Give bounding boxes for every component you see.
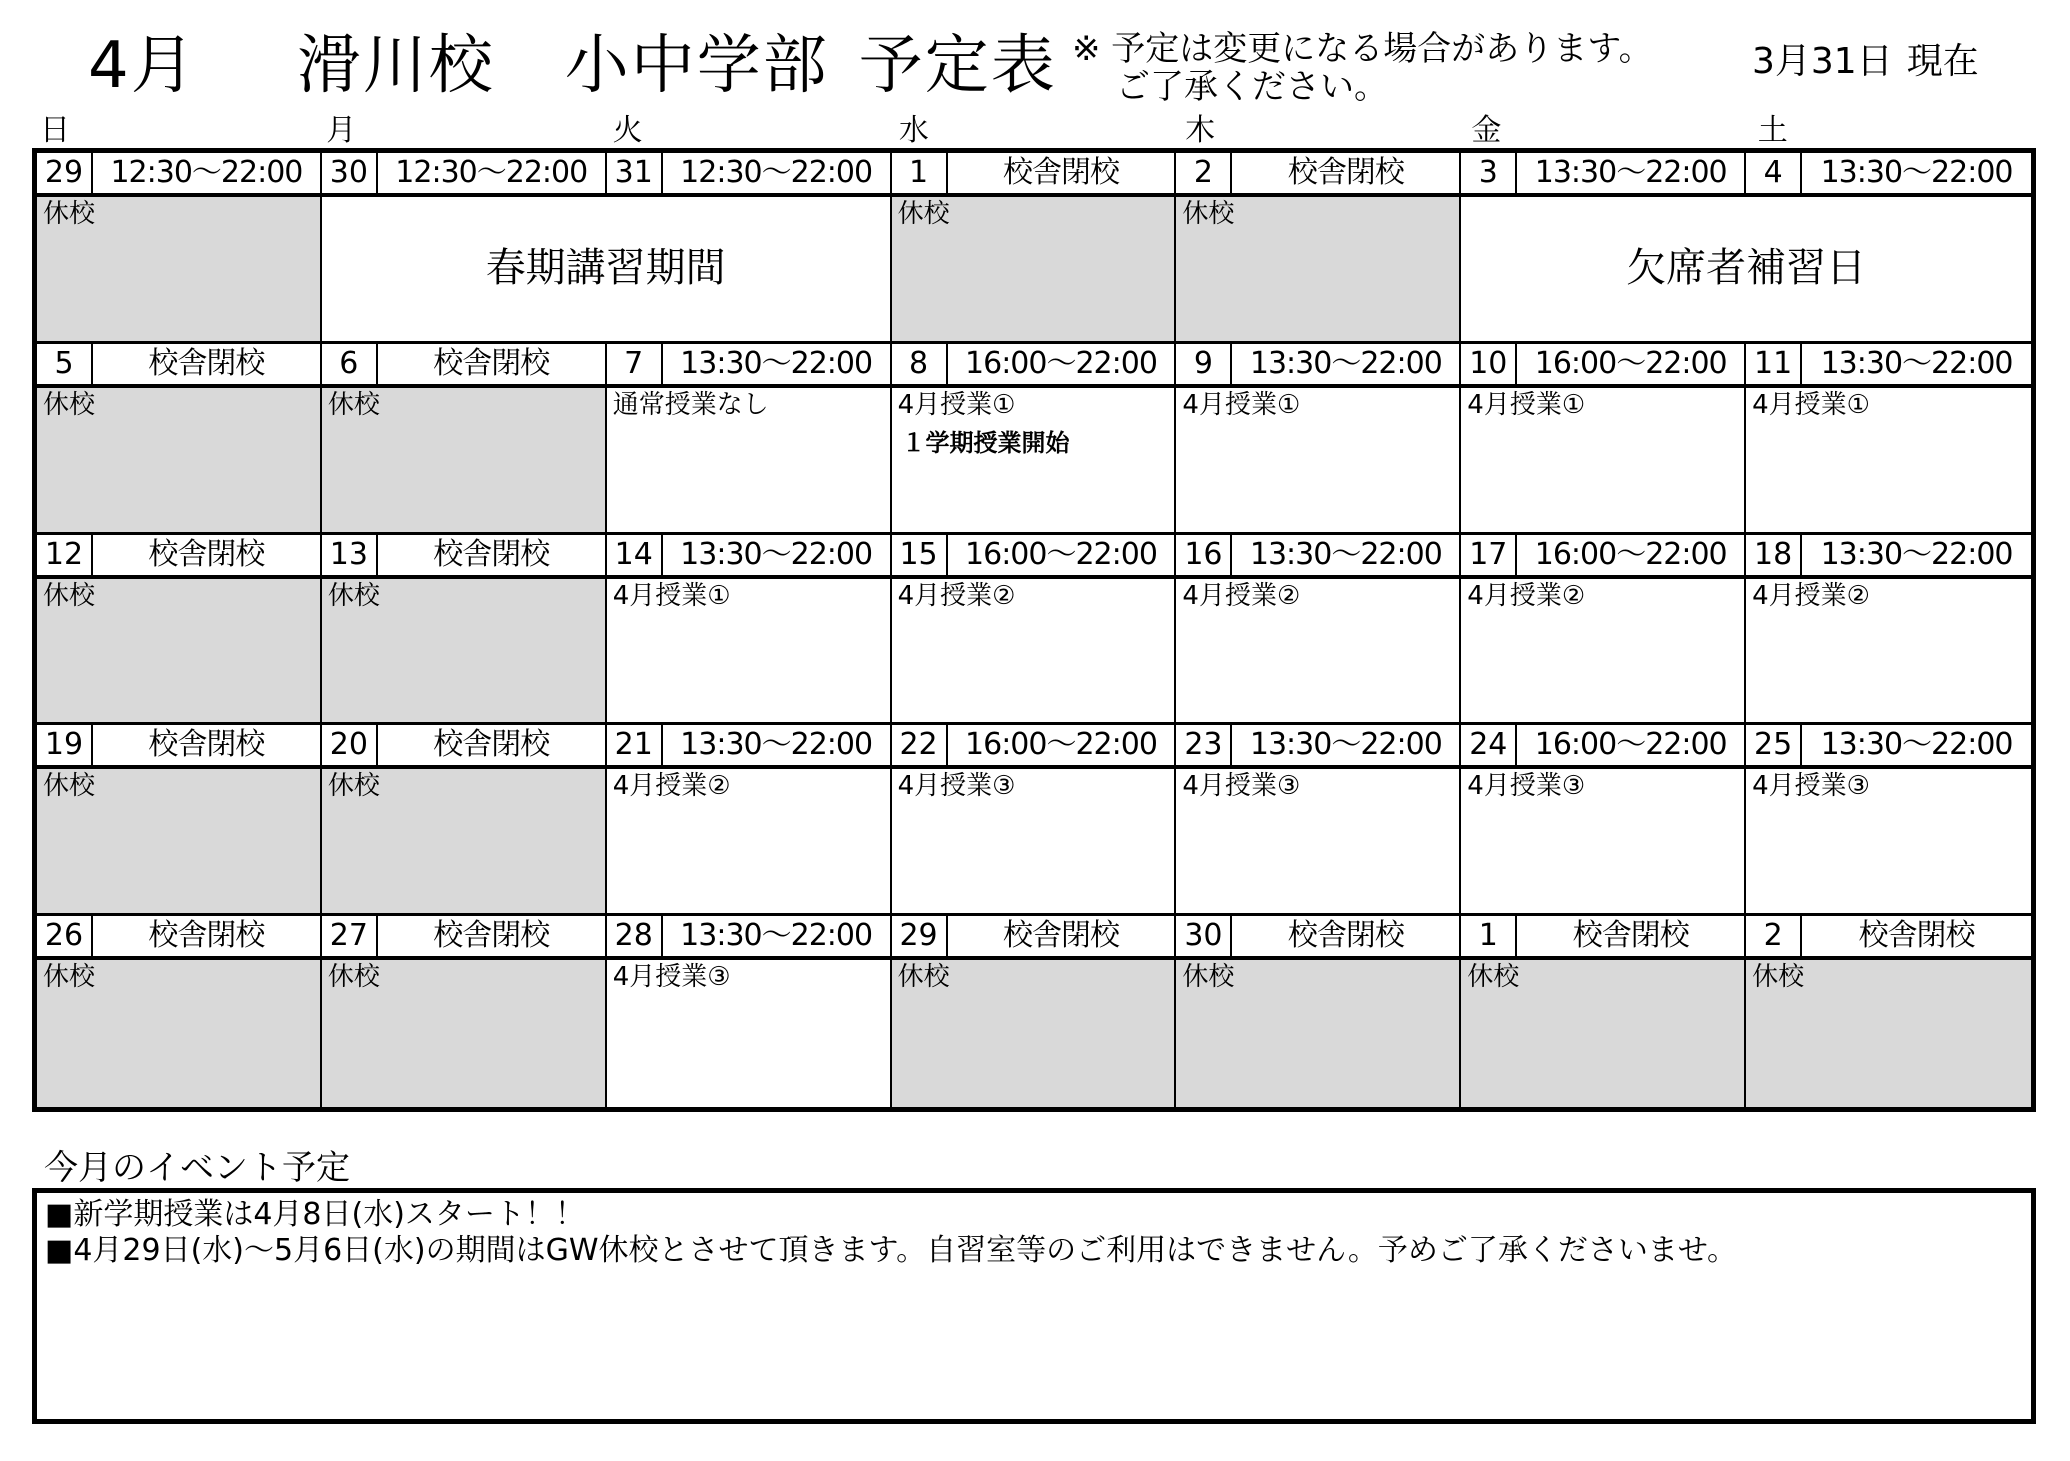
opening-hours: 校舎閉校 xyxy=(433,536,550,572)
day-header xyxy=(1461,344,1744,388)
day-body xyxy=(1746,388,2031,532)
calendar-day-cell xyxy=(1461,916,1746,1107)
calendar-day-cell xyxy=(1746,535,2031,726)
day-header xyxy=(1176,916,1459,960)
day-note: 休校 xyxy=(43,389,96,420)
opening-hours: 校舎閉校 xyxy=(1287,918,1404,954)
opening-hours: 12:30～22:00 xyxy=(680,155,873,190)
opening-hours: 13:30～22:00 xyxy=(1249,345,1442,381)
calendar-day-cell xyxy=(1176,916,1461,1107)
opening-hours: 16:00～22:00 xyxy=(1534,345,1727,381)
calendar-day-cell xyxy=(1176,344,1461,535)
day-body xyxy=(607,388,890,532)
opening-hours: 16:00～22:00 xyxy=(965,345,1157,381)
day-note: 4月授業① xyxy=(897,389,1016,420)
calendar-day-cell xyxy=(322,535,607,726)
day-body xyxy=(1176,579,1459,723)
calendar-day-cell xyxy=(1461,535,1746,726)
day-header xyxy=(607,916,890,960)
title-month: 4月 xyxy=(88,29,197,103)
day-body xyxy=(607,960,890,1107)
calendar-day-cell xyxy=(37,535,322,726)
day-note: 通常授業なし xyxy=(612,389,769,420)
day-note: 4月授業③ xyxy=(1467,771,1586,802)
day-body xyxy=(1176,388,1459,532)
title-dept: 小中学部 xyxy=(564,29,829,103)
day-number: 31 xyxy=(607,153,663,193)
day-note: 4月授業② xyxy=(1182,580,1301,611)
day-header xyxy=(1746,725,2031,769)
day-number: 15 xyxy=(892,535,948,575)
calendar-day-cell xyxy=(322,725,607,916)
day-of-week-label: 日 xyxy=(40,113,70,148)
day-number: 18 xyxy=(1746,535,1802,575)
day-body xyxy=(37,579,320,723)
opening-hours: 13:30～22:00 xyxy=(680,536,873,572)
day-body xyxy=(892,579,1175,723)
day-body xyxy=(1746,769,2031,913)
opening-hours: 13:30～22:00 xyxy=(1820,727,2013,763)
opening-hours: 12:30～22:00 xyxy=(395,155,588,190)
opening-hours: 13:30～22:00 xyxy=(680,345,873,381)
day-of-week-label: 木 xyxy=(1185,113,1216,148)
day-header xyxy=(1746,916,2031,960)
day-body xyxy=(1461,769,1744,913)
day-number: 4 xyxy=(1746,153,1802,193)
day-body xyxy=(892,769,1175,913)
day-header xyxy=(607,344,890,388)
title-school: 滑川校 xyxy=(296,29,495,103)
event-item: ■新学期授業は4月8日(水)スタート！！ xyxy=(45,1197,585,1232)
day-header xyxy=(322,153,605,197)
change-notice xyxy=(1072,30,1653,106)
day-number: 22 xyxy=(892,725,948,765)
calendar-day-cell xyxy=(1176,153,1461,344)
calendar-day-cell xyxy=(322,916,607,1107)
day-body xyxy=(1746,579,2031,723)
calendar-day-cell xyxy=(37,153,322,344)
day-header xyxy=(892,916,1175,960)
day-header xyxy=(322,344,605,388)
day-header xyxy=(1176,344,1459,388)
opening-hours: 校舎閉校 xyxy=(148,918,265,954)
day-header xyxy=(1461,725,1744,769)
day-number: 25 xyxy=(1746,725,1802,765)
day-number: 21 xyxy=(607,725,663,765)
day-number: 1 xyxy=(1461,916,1517,956)
day-number: 2 xyxy=(1746,916,1802,956)
day-header xyxy=(1176,725,1459,769)
opening-hours: 16:00～22:00 xyxy=(1534,727,1727,763)
day-note: 4月授業① xyxy=(1467,389,1586,420)
day-number: 3 xyxy=(1461,153,1517,193)
day-body xyxy=(892,960,1175,1107)
day-note: 休校 xyxy=(897,962,950,993)
calendar-day-cell xyxy=(1746,344,2031,535)
day-number: 30 xyxy=(322,153,378,193)
day-note: 4月授業② xyxy=(1752,580,1870,611)
opening-hours: 校舎閉校 xyxy=(1858,918,1975,954)
day-note: 4月授業① xyxy=(1752,389,1870,420)
day-body xyxy=(1461,960,1744,1107)
day-number: 29 xyxy=(37,153,93,193)
opening-hours: 校舎閉校 xyxy=(1002,155,1119,190)
day-header xyxy=(37,725,320,769)
day-number: 30 xyxy=(1176,916,1232,956)
opening-hours: 13:30～22:00 xyxy=(1249,536,1442,572)
day-header xyxy=(607,153,890,197)
day-number: 24 xyxy=(1461,725,1517,765)
day-header xyxy=(607,725,890,769)
day-body xyxy=(322,769,605,913)
day-body xyxy=(607,769,890,913)
day-note: 休校 xyxy=(43,771,96,802)
day-note: 4月授業② xyxy=(612,771,731,802)
calendar-day-cell xyxy=(607,725,892,916)
opening-hours: 校舎閉校 xyxy=(433,345,550,381)
day-note: 4月授業③ xyxy=(612,962,731,993)
day-number: 10 xyxy=(1461,344,1517,384)
as-of-date xyxy=(1752,40,1979,84)
calendar-day-cell xyxy=(1746,916,2031,1107)
day-note: 休校 xyxy=(327,771,380,802)
day-body xyxy=(892,388,1175,532)
day-note: 4月授業② xyxy=(897,580,1016,611)
calendar-day-cell xyxy=(1461,344,1746,535)
day-note: 休校 xyxy=(43,962,96,993)
day-body xyxy=(1746,960,2031,1107)
calendar-day-cell xyxy=(607,535,892,726)
day-number: 23 xyxy=(1176,725,1232,765)
opening-hours: 12:30～22:00 xyxy=(110,155,303,190)
day-number: 12 xyxy=(37,535,93,575)
calendar-day-cell xyxy=(892,344,1177,535)
day-header xyxy=(892,153,1175,197)
day-header xyxy=(322,725,605,769)
opening-hours: 校舎閉校 xyxy=(148,727,265,763)
day-note: 休校 xyxy=(327,389,380,420)
day-header xyxy=(1176,535,1459,579)
day-of-week-label: 火 xyxy=(612,113,643,148)
day-body xyxy=(37,769,320,913)
day-note: 休校 xyxy=(43,199,96,229)
calendar-day-cell xyxy=(892,916,1177,1107)
opening-hours: 校舎閉校 xyxy=(1572,918,1689,954)
day-body xyxy=(37,960,320,1107)
day-number: 7 xyxy=(607,344,663,384)
day-note: 休校 xyxy=(897,199,950,229)
day-note-bold: １学期授業開始 xyxy=(901,428,1070,457)
calendar-day-cell xyxy=(37,725,322,916)
day-note: 休校 xyxy=(1182,962,1235,993)
opening-hours: 13:30～22:00 xyxy=(1820,536,2013,572)
day-of-week-label: 月 xyxy=(326,113,357,148)
events-title: 今月のイベント予定 xyxy=(44,1148,350,1188)
day-header xyxy=(1461,916,1744,960)
calendar-day-cell xyxy=(607,344,892,535)
day-header xyxy=(37,916,320,960)
as-of-date-value: 3月31日 xyxy=(1752,41,1893,82)
day-header xyxy=(1746,344,2031,388)
calendar-day-cell xyxy=(322,344,607,535)
day-number: 6 xyxy=(322,344,378,384)
day-header xyxy=(1746,153,2031,197)
day-body xyxy=(37,197,320,341)
day-body xyxy=(1176,960,1459,1107)
day-number: 13 xyxy=(322,535,378,575)
day-note: 4月授業① xyxy=(612,580,731,611)
day-of-week-label: 金 xyxy=(1471,113,1502,148)
change-notice-line2: ご了承ください。 xyxy=(1116,67,1388,107)
calendar-day-cell xyxy=(607,916,892,1107)
day-note: 4月授業③ xyxy=(1182,771,1301,802)
opening-hours: 校舎閉校 xyxy=(433,918,550,954)
day-header xyxy=(892,344,1175,388)
day-number: 20 xyxy=(322,725,378,765)
day-header xyxy=(37,153,320,197)
day-number: 27 xyxy=(322,916,378,956)
day-number: 26 xyxy=(37,916,93,956)
calendar-day-cell xyxy=(37,916,322,1107)
page-title xyxy=(88,26,1057,106)
day-number: 9 xyxy=(1176,344,1232,384)
calendar-day-cell xyxy=(892,153,1177,344)
opening-hours: 13:30～22:00 xyxy=(680,727,873,763)
event-item: ■4月29日(水)～5月6日(水)の期間はGW休校とさせて頂きます。自習室等のご利用はできません。予めご了承くださいませ。 xyxy=(45,1233,1738,1268)
makeup-day-label: 欠席者補習日 xyxy=(1461,197,2031,341)
opening-hours: 13:30～22:00 xyxy=(1249,727,1442,763)
opening-hours: 13:30～22:00 xyxy=(1820,155,2013,190)
opening-hours: 13:30～22:00 xyxy=(680,918,873,954)
day-header xyxy=(37,535,320,579)
day-note: 休校 xyxy=(43,580,96,611)
opening-hours: 校舎閉校 xyxy=(1287,155,1404,190)
day-body xyxy=(1176,769,1459,913)
day-header xyxy=(1746,535,2031,579)
day-header xyxy=(892,535,1175,579)
events-box xyxy=(32,1188,2036,1424)
opening-hours: 校舎閉校 xyxy=(148,345,265,381)
day-of-week-label: 水 xyxy=(898,113,929,148)
day-number: 19 xyxy=(37,725,93,765)
opening-hours: 校舎閉校 xyxy=(148,536,265,572)
day-header xyxy=(322,535,605,579)
calendar-day-cell xyxy=(1176,725,1461,916)
day-header xyxy=(322,916,605,960)
opening-hours: 13:30～22:00 xyxy=(1534,155,1727,190)
day-of-week-row xyxy=(32,113,2036,148)
as-of-label: 現在 xyxy=(1906,41,1979,82)
calendar-day-cell xyxy=(37,344,322,535)
day-number: 17 xyxy=(1461,535,1517,575)
day-number: 8 xyxy=(892,344,948,384)
calendar-day-cell xyxy=(892,535,1177,726)
day-note: 4月授業① xyxy=(1182,389,1301,420)
day-body xyxy=(1176,197,1459,341)
day-body xyxy=(607,579,890,723)
day-note: 休校 xyxy=(327,962,380,993)
spring-course-label: 春期講習期間 xyxy=(322,197,890,341)
opening-hours: 16:00～22:00 xyxy=(965,727,1157,763)
title-schedule: 予定表 xyxy=(858,29,1057,103)
day-note: 休校 xyxy=(1182,199,1235,229)
day-note: 4月授業② xyxy=(1467,580,1586,611)
calendar-day-cell xyxy=(1176,535,1461,726)
day-note: 休校 xyxy=(1467,962,1520,993)
day-number: 14 xyxy=(607,535,663,575)
opening-hours: 16:00～22:00 xyxy=(1534,536,1727,572)
calendar-day-cell xyxy=(892,725,1177,916)
day-number: 16 xyxy=(1176,535,1232,575)
day-header xyxy=(892,725,1175,769)
day-header xyxy=(607,535,890,579)
day-note: 休校 xyxy=(327,580,380,611)
day-note: 休校 xyxy=(1752,962,1805,993)
day-of-week-label: 土 xyxy=(1757,113,1788,148)
opening-hours: 校舎閉校 xyxy=(1002,918,1119,954)
day-header xyxy=(1461,153,1744,197)
day-body xyxy=(1461,388,1744,532)
day-number: 5 xyxy=(37,344,93,384)
day-header xyxy=(1176,153,1459,197)
day-header xyxy=(1461,535,1744,579)
day-number: 1 xyxy=(892,153,948,193)
opening-hours: 校舎閉校 xyxy=(433,727,550,763)
calendar-day-cell xyxy=(1746,725,2031,916)
change-notice-line1: ※ 予定は変更になる場合があります。 xyxy=(1072,29,1653,69)
calendar-grid xyxy=(32,148,2036,1112)
calendar-day-cell xyxy=(1461,725,1746,916)
day-number: 29 xyxy=(892,916,948,956)
opening-hours: 13:30～22:00 xyxy=(1820,345,2013,381)
day-body xyxy=(322,388,605,532)
day-body xyxy=(1461,579,1744,723)
day-number: 28 xyxy=(607,916,663,956)
day-body xyxy=(322,579,605,723)
day-body xyxy=(37,388,320,532)
day-number: 11 xyxy=(1746,344,1802,384)
day-number: 2 xyxy=(1176,153,1232,193)
day-body xyxy=(892,197,1175,341)
day-note: 4月授業③ xyxy=(897,771,1016,802)
day-body xyxy=(322,960,605,1107)
day-note: 4月授業③ xyxy=(1752,771,1870,802)
day-header xyxy=(37,344,320,388)
opening-hours: 16:00～22:00 xyxy=(965,536,1157,572)
